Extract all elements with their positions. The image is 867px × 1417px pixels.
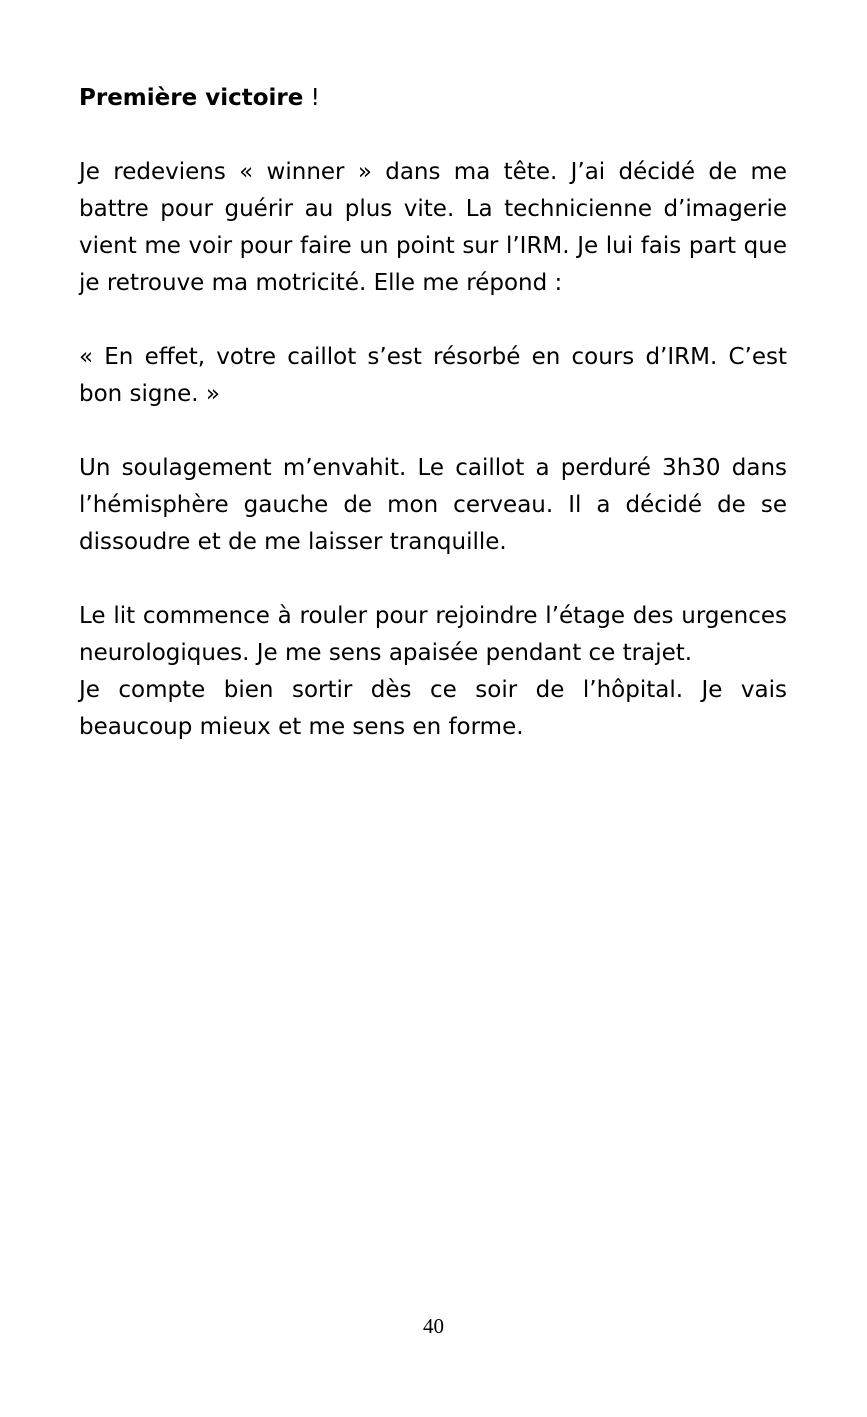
paragraph-4: Le lit commence à rouler pour rejoindre l’étage des urgences neurologiques. Je me sens apaisée pendant ce trajet. [79,603,787,666]
page-number: 40 [423,1314,444,1338]
page-body [79,80,787,783]
section-heading-suffix: ! [303,85,320,111]
paragraph-3: Un soulagement m’envahit. Le caillot a perduré 3h30 dans l’hémisphère gauche de mon cerveau. Il a décidé de se dissoudre et de me laisser tranquille. [79,455,787,555]
paragraph-1: Je redeviens « winner » dans ma tête. J’ai décidé de me battre pour guérir au plus vite. La technicienne d’imagerie vient me voir pour faire un point sur l’IRM. Je lui fais part que je retrouve ma motricité. Elle me répond : [79,159,787,296]
section-heading [79,80,787,117]
paragraph-5: Je compte bien sortir dès ce soir de l’hôpital. Je vais beaucoup mieux et me sens en forme. [79,677,787,740]
paragraph-2: « En effet, votre caillot s’est résorbé en cours d’IRM. C’est bon signe. » [79,344,787,407]
section-heading-bold: Première victoire [79,85,304,111]
